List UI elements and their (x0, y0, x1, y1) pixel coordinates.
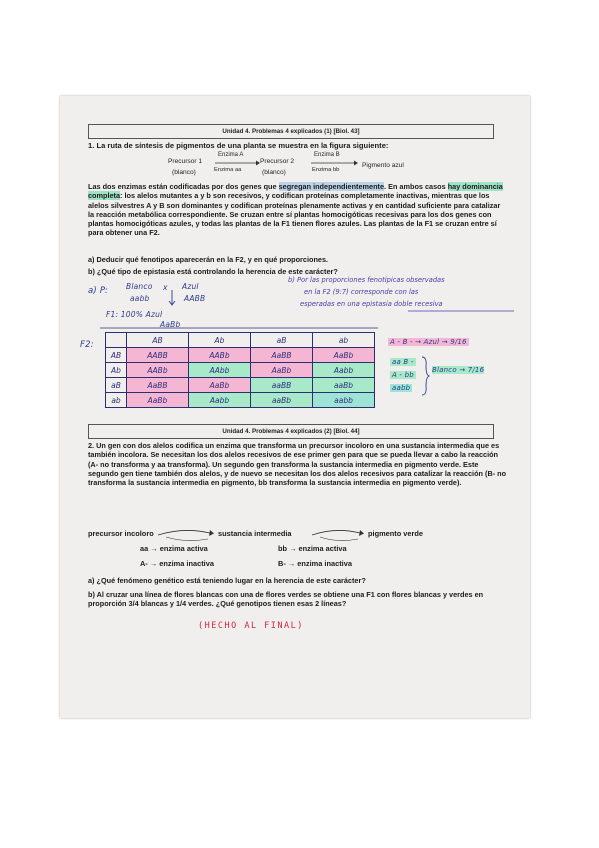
question-2a: a) ¿Qué fenómeno genético está teniendo lugar en la herencia de este carácter? (88, 576, 366, 585)
hand-f1: F1: 100% Azul (106, 310, 163, 319)
punnett-square (105, 332, 375, 408)
curved-arrow-icon (156, 527, 216, 543)
punnett-cell: AABB (127, 348, 189, 363)
underline-decoration (408, 309, 516, 313)
enzima-bb: Enzima bb (312, 167, 340, 173)
punnett-header-row (106, 333, 375, 348)
enzima-aa: Enzima aa (214, 167, 242, 173)
punnett-cell: AaBb (127, 393, 189, 408)
brace-icon (420, 356, 430, 396)
question-2-paragraph: 2. Un gen con dos alelos codifica un enzima que transforma un precursor incoloro en una sustancia intermedia que es también incolora. Se necesitan los dos alelos recesivos de ese primer gen para que se pueda llevar a cabo la reacción (A- no transforma y aa transforma). Un segundo gen transforma la sustancia intermedia en pigmento verde. Este segundo gen tiene también dos alelos, y de nuevo se necesitan los dos alelos recesivos para catalizar la reacción (B- no transforma la sustancia intermedia en pigmento, bb transforma la sustancia intermedia en pigmento verde). (88, 441, 507, 488)
pigmento-azul: Pigmento azul (362, 162, 404, 169)
header-2: Unidad 4. Problemas 4 explicados (2) [Biol. 44] (88, 424, 494, 439)
arrow-icon (310, 160, 358, 166)
hand-aabb: aabb (130, 294, 150, 303)
punnett-row-header: Ab (106, 363, 127, 378)
A-enzima-inactiva: A- → enzima inactiva (140, 559, 214, 568)
punnett-row-header: aB (106, 378, 127, 393)
question-1-paragraph: Las dos enzimas están codificadas por dos genes que segregan independientemente. En ambos casos hay dominancia completa: los alelos mutantes a y b son recesivos, y codifican proteínas completamente inactivas, mientras que los alelos silvestres A y B son dominantes y codifican proteínas plenamente activas y en cantidad suficiente para catalizar la reacción metabólica correspondiente. Se cruzan entre sí plantas homocigóticas recesivas para los dos genes con plantas homocigóticas azules, y todas las plantas de la F1 tienen flores azules. Las plantas de la F1 se cruzan entre sí para obtener una F2. (88, 182, 503, 238)
hecho-al-final-note: (HECHO AL FINAL) (198, 621, 304, 631)
punnett-cell: AaBb (313, 348, 375, 363)
header-1: Unidad 4. Problemas 4 explicados (1) [Biol. 43] (88, 124, 494, 139)
punnett-cell: AABb (189, 348, 251, 363)
punnett-cell: aaBb (313, 378, 375, 393)
punnett-row (106, 363, 375, 378)
hand-x: x (163, 283, 168, 292)
punnett-cell: AaBB (127, 378, 189, 393)
punnett-cell: AABb (127, 363, 189, 378)
punnett-row-header: ab (106, 393, 127, 408)
highlight-segregan: segregan independientemente (278, 182, 385, 191)
punnett-row (106, 378, 375, 393)
blanco-1: (blanco) (172, 169, 196, 176)
question-1b: b) ¿Qué tipo de epistasia está controlando la herencia de este carácter? (88, 267, 338, 276)
punnett-cell: Aabb (313, 363, 375, 378)
punnett-cell: aaBb (251, 393, 313, 408)
hand-b-line-3: esperadas en una epistasia doble recesiva (300, 300, 443, 308)
hand-f2: F2: (80, 340, 94, 350)
question-2b: b) Al cruzar una línea de flores blancas con una de flores verdes se obtiene una F1 con flores blancas y verdes en proporción 3/4 blancas y 1/4 verdes. ¿Qué genotipos tienen esas 2 líneas? (88, 590, 484, 609)
B-enzima-inactiva: B- → enzima inactiva (278, 559, 352, 568)
legend-azul: A - B - → Azul → 9/16 (390, 338, 467, 346)
arrow-icon (214, 160, 260, 166)
hand-b-line-1: b) Por las proporciones fenotípicas observadas (288, 276, 445, 284)
paper-sheet (60, 96, 530, 718)
hand-f1-genotype: AaBb (160, 320, 181, 329)
punnett-cell: AaBB (251, 348, 313, 363)
legend-genotype-2: A - bb (392, 371, 414, 379)
punnett-cell: AaBb (251, 363, 313, 378)
precursor-incoloro: precursor incoloro (88, 529, 154, 538)
enzima-b: Enzima B (314, 152, 340, 158)
punnett-row-header: AB (106, 348, 127, 363)
punnett-cell: aaBB (251, 378, 313, 393)
punnett-col-header: AB (127, 333, 189, 348)
punnett-row (106, 393, 375, 408)
aa-enzima-activa: aa → enzima activa (140, 544, 208, 553)
punnett-cell: AAbb (189, 363, 251, 378)
punnett-row (106, 348, 375, 363)
precursor-1: Precursor 1 (168, 158, 203, 165)
hand-a-label: a) P: (88, 286, 109, 296)
punnett-col-header: ab (313, 333, 375, 348)
legend-blanco: Blanco → 7/16 (432, 366, 485, 374)
punnett-cell: aabb (313, 393, 375, 408)
legend-genotype-1: aa B - (392, 358, 414, 366)
enzima-a: Enzima A (218, 152, 244, 158)
blanco-2: (blanco) (262, 169, 286, 176)
precursor-2: Precursor 2 (260, 158, 295, 165)
punnett-col-header: aB (251, 333, 313, 348)
hand-blanco: Blanco (126, 282, 153, 291)
sustancia-intermedia: sustancia intermedia (218, 529, 292, 538)
question-1-intro: 1. La ruta de síntesis de pigmentos de una planta se muestra en la figura siguiente: (88, 141, 389, 150)
legend-genotype-3: aabb (392, 384, 411, 392)
hand-b-line-2: en la F2 (9:7) corresponde con las (304, 288, 419, 296)
punnett-col-header: Ab (189, 333, 251, 348)
down-arrow-icon (168, 289, 176, 307)
pigmento-verde: pigmento verde (368, 529, 424, 538)
punnett-cell: AaBb (189, 378, 251, 393)
divider-line (100, 326, 380, 330)
question-1a: a) Deducir qué fenotipos aparecerán en la F2, y en qué proporciones. (88, 255, 329, 264)
hand-azul: Azul (182, 282, 199, 291)
highlight-dominancia: hay dominancia completa (88, 182, 503, 201)
curved-arrow-icon (310, 527, 366, 543)
bb-enzima-activa: bb → enzima activa (278, 544, 347, 553)
punnett-cell: Aabb (189, 393, 251, 408)
hand-AABB: AABB (184, 294, 206, 303)
punnett-corner (106, 333, 127, 348)
